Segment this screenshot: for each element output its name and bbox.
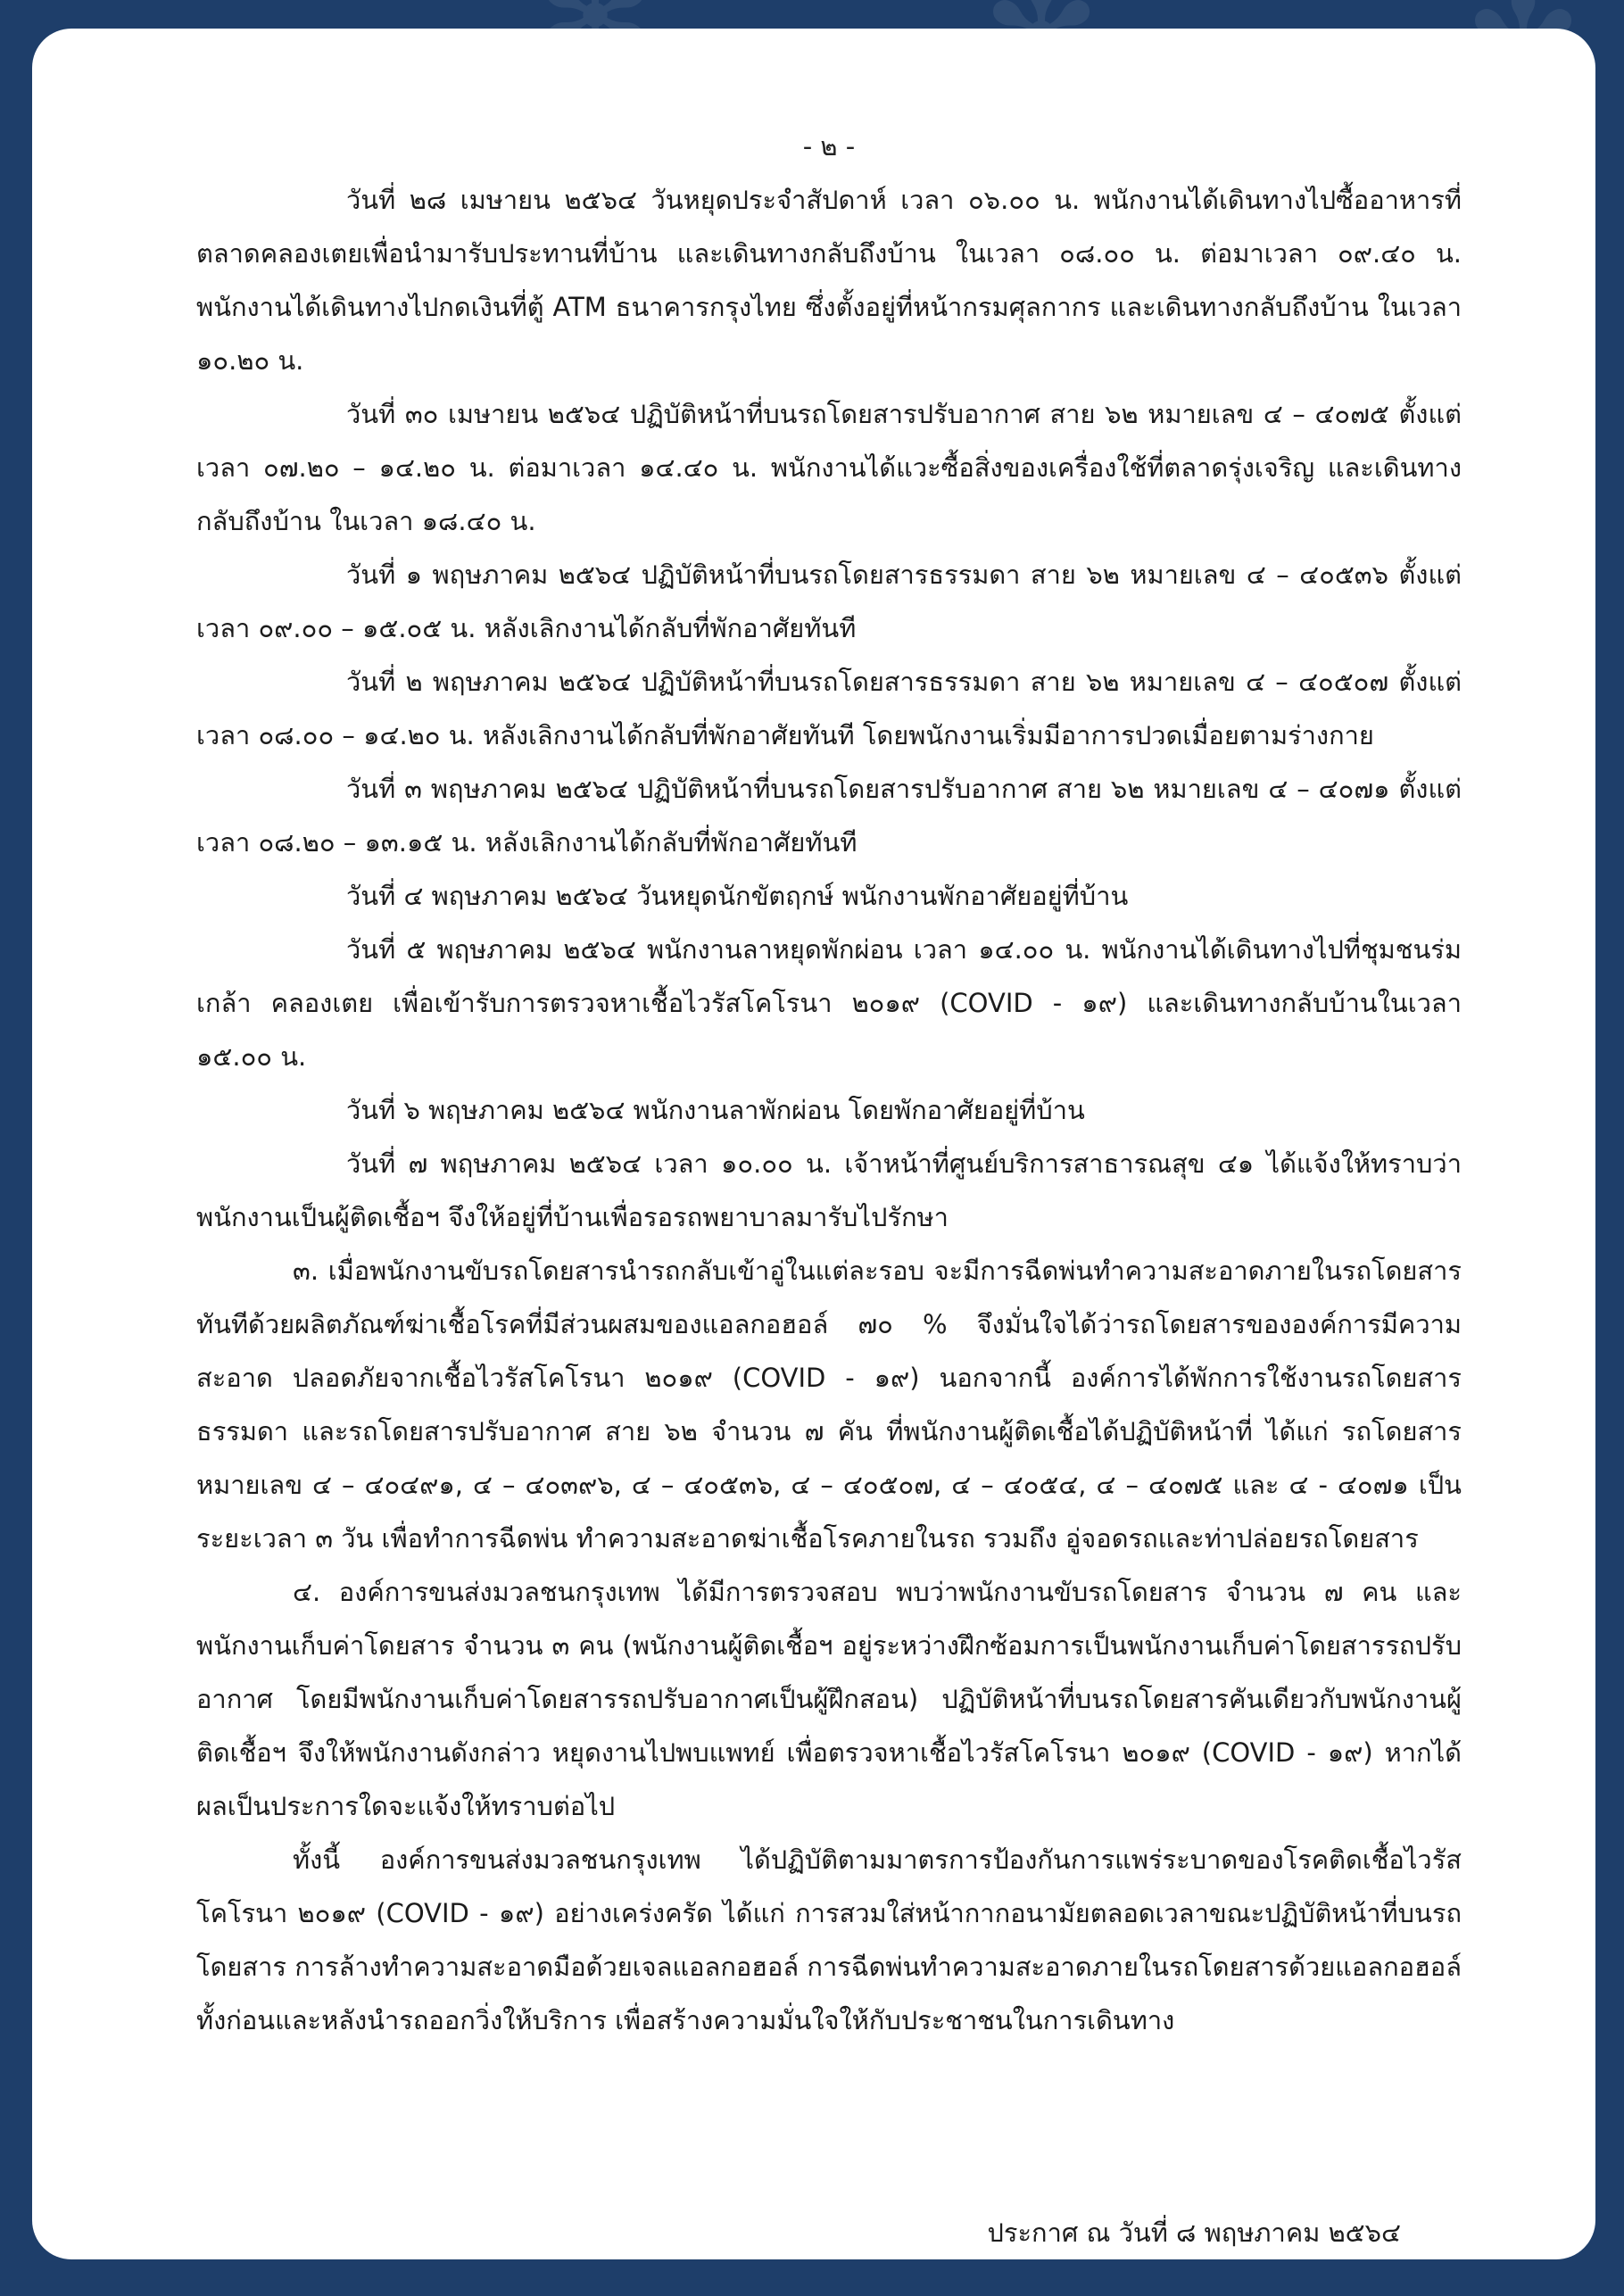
closing-paragraph: ทั้งนี้ องค์การขนส่งมวลชนกรุงเทพ ได้ปฏิบัติตามมาตรการป้องกันการแพร่ระบาดของโรคติดเชื้อไวรัสโคโรนา ๒๐๑๙ (COVID - ๑๙) อย่างเคร่งครัด ได้แก่ การสวมใส่หน้ากากอนามัยตลอดเวลาขณะปฏิบัติหน้าที่บนรถโดยสาร การล้างทำความสะอาดมือด้วยเจลแอลกอฮอล์ การฉีดพ่นทำความสะอาดภายในรถโดยสารด้วยแอลกอฮอล์ ทั้งก่อนและหลังนำรถออกวิ่งให้บริการ เพื่อสร้างความมั่นใจให้กับประชาชนในการเดินทาง bbox=[196, 1844, 1462, 2035]
announcement-date: ประกาศ ณ วันที่ ๘ พฤษภาคม ๒๕๖๔ bbox=[987, 2217, 1401, 2248]
page-number: - ๒ - bbox=[802, 131, 856, 162]
timeline-paragraph: วันที่ ๑ พฤษภาคม ๒๕๖๔ ปฏิบัติหน้าที่บนรถโดยสารธรรมดา สาย ๖๒ หมายเลข ๔ – ๔๐๕๓๖ ตั้งแต่เวลา ๐๙.๐๐ – ๑๕.๐๕ น. หลังเลิกงานได้กลับที่พักอาศัยทันที bbox=[196, 559, 1462, 643]
document-body bbox=[196, 125, 1462, 2047]
timeline-paragraph: วันที่ ๗ พฤษภาคม ๒๕๖๔ เวลา ๑๐.๐๐ น. เจ้าหน้าที่ศูนย์บริการสาธารณสุข ๔๑ ได้แจ้งให้ทราบว่า พนักงานเป็นผู้ติดเชื้อฯ จึงให้อยู่ที่บ้านเพื่อรอรถพยาบาลมารับไปรักษา bbox=[196, 1148, 1462, 1232]
timeline-paragraph: วันที่ ๓๐ เมษายน ๒๕๖๔ ปฏิบัติหน้าที่บนรถโดยสารปรับอากาศ สาย ๖๒ หมายเลข ๔ – ๔๐๗๕ ตั้งแต่เวลา ๐๗.๒๐ – ๑๔.๒๐ น. ต่อมาเวลา ๑๔.๔๐ น. พนักงานได้แวะซื้อสิ่งของเครื่องใช้ที่ตลาดรุ่งเจริญ และเดินทางกลับถึงบ้าน ในเวลา ๑๘.๔๐ น. bbox=[196, 399, 1462, 536]
timeline-paragraph: วันที่ ๕ พฤษภาคม ๒๕๖๔ พนักงานลาหยุดพักผ่อน เวลา ๑๔.๐๐ น. พนักงานได้เดินทางไปที่ชุมชนร่มเกล้า คลองเตย เพื่อเข้ารับการตรวจหาเชื้อไวรัสโคโรนา ๒๐๑๙ (COVID - ๑๙) และเดินทางกลับบ้านในเวลา ๑๕.๐๐ น. bbox=[196, 934, 1462, 1072]
timeline-paragraph: วันที่ ๓ พฤษภาคม ๒๕๖๔ ปฏิบัติหน้าที่บนรถโดยสารปรับอากาศ สาย ๖๒ หมายเลข ๔ – ๔๐๗๑ ตั้งแต่เวลา ๐๘.๒๐ – ๑๓.๑๕ น. หลังเลิกงานได้กลับที่พักอาศัยทันที bbox=[196, 774, 1462, 858]
timeline-paragraph: วันที่ ๒ พฤษภาคม ๒๕๖๔ ปฏิบัติหน้าที่บนรถโดยสารธรรมดา สาย ๖๒ หมายเลข ๔ – ๔๐๕๐๗ ตั้งแต่เวลา ๐๘.๐๐ – ๑๔.๒๐ น. หลังเลิกงานได้กลับที่พักอาศัยทันที โดยพนักงานเริ่มมีอาการปวดเมื่อยตามร่างกาย bbox=[196, 667, 1462, 750]
timeline-paragraph: วันที่ ๖ พฤษภาคม ๒๕๖๔ พนักงานลาพักผ่อน โดยพักอาศัยอยู่ที่บ้าน bbox=[346, 1095, 1085, 1125]
numbered-item-3: ๓. เมื่อพนักงานขับรถโดยสารนำรถกลับเข้าอู่ในแต่ละรอบ จะมีการฉีดพ่นทำความสะอาดภายในรถโดยสารทันทีด้วยผลิตภัณฑ์ฆ่าเชื้อโรคที่มีส่วนผสมของแอลกอฮอล์ ๗๐ % จึงมั่นใจได้ว่ารถโดยสารขององค์การมีความสะอาด ปลอดภัยจากเชื้อไวรัสโคโรนา ๒๐๑๙ (COVID - ๑๙) นอกจากนี้ องค์การได้พักการใช้งานรถโดยสารธรรมดา และรถโดยสารปรับอากาศ สาย ๖๒ จำนวน ๗ คัน ที่พนักงานผู้ติดเชื้อได้ปฏิบัติหน้าที่ ได้แก่ รถโดยสาร หมายเลข ๔ – ๔๐๔๙๑, ๔ – ๔๐๓๙๖, ๔ – ๔๐๕๓๖, ๔ – ๔๐๕๐๗, ๔ – ๔๐๕๔, ๔ – ๔๐๗๕ และ ๔ - ๔๐๗๑ เป็นระยะเวลา ๓ วัน เพื่อทำการฉีดพ่น ทำความสะอาดฆ่าเชื้อโรคภายในรถ รวมถึง อู่จอดรถและท่าปล่อยรถโดยสาร bbox=[196, 1256, 1462, 1554]
timeline-paragraph: วันที่ ๔ พฤษภาคม ๒๕๖๔ วันหยุดนักขัตฤกษ์ พนักงานพักอาศัยอยู่ที่บ้าน bbox=[346, 881, 1129, 911]
numbered-item-4: ๔. องค์การขนส่งมวลชนกรุงเทพ ได้มีการตรวจสอบ พบว่าพนักงานขับรถโดยสาร จำนวน ๗ คน และพนักงานเก็บค่าโดยสาร จำนวน ๓ คน (พนักงานผู้ติดเชื้อฯ อยู่ระหว่างฝึกซ้อมการเป็นพนักงานเก็บค่าโดยสารรถปรับอากาศ โดยมีพนักงานเก็บค่าโดยสารรถปรับอากาศเป็นผู้ฝึกสอน) ปฏิบัติหน้าที่บนรถโดยสารคันเดียวกับพนักงานผู้ติดเชื้อฯ จึงให้พนักงานดังกล่าว หยุดงานไปพบแพทย์ เพื่อตรวจหาเชื้อไวรัสโคโรนา ๒๐๑๙ (COVID - ๑๙) หากได้ผลเป็นประการใดจะแจ้งให้ทราบต่อไป bbox=[196, 1577, 1462, 1821]
document-page bbox=[32, 29, 1595, 2259]
timeline-paragraph: วันที่ ๒๘ เมษายน ๒๕๖๔ วันหยุดประจำสัปดาห์ เวลา ๐๖.๐๐ น. พนักงานได้เดินทางไปซื้ออาหารที่ตลาดคลองเตยเพื่อนำมารับประทานที่บ้าน และเดินทางกลับถึงบ้าน ในเวลา ๐๘.๐๐ น. ต่อมาเวลา ๐๙.๔๐ น. พนักงานได้เดินทางไปกดเงินที่ตู้ ATM ธนาคารกรุงไทย ซึ่งตั้งอยู่ที่หน้ากรมศุลกากร และเดินทางกลับถึงบ้าน ในเวลา ๑๐.๒๐ น. bbox=[196, 185, 1462, 376]
